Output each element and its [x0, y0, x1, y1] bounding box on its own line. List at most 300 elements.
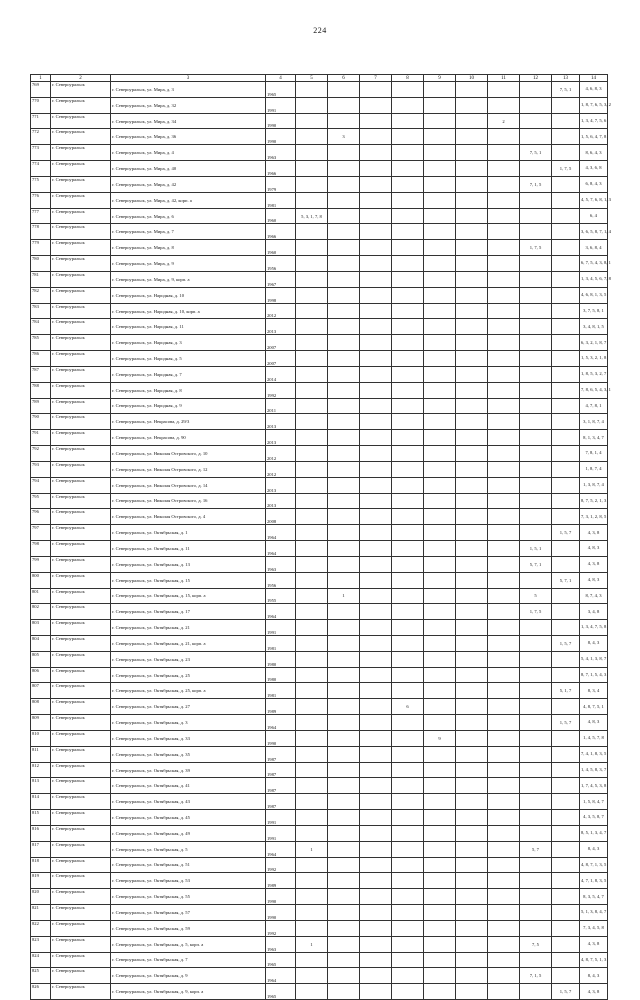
- col10-cell: [456, 509, 488, 525]
- table-row: [31, 351, 608, 367]
- col10-cell: [456, 366, 488, 382]
- address-cell: г. Североуральск, ул. Октябрьская, д. 49: [111, 825, 266, 841]
- col7-cell: [360, 256, 392, 272]
- col6-cell: [328, 556, 360, 572]
- locality-cell: г. Североуральск: [51, 952, 111, 968]
- address-cell: г. Североуральск, ул. Октябрьская, д. 11: [111, 541, 266, 557]
- col6-cell: [328, 905, 360, 921]
- col11-cell: [488, 683, 520, 699]
- col11-cell: [488, 224, 520, 240]
- col7-cell: [360, 192, 392, 208]
- locality-cell: г. Североуральск: [51, 382, 111, 398]
- year-cell: 1990: [266, 129, 296, 145]
- col6-cell: [328, 778, 360, 794]
- table-row: [31, 271, 608, 287]
- col7-cell: [360, 176, 392, 192]
- col5-cell: [296, 857, 328, 873]
- col5-cell: [296, 715, 328, 731]
- row-number: 785: [31, 335, 51, 351]
- col14-cell: 1, 3, 8, 7, 4: [580, 477, 608, 493]
- col5-cell: [296, 461, 328, 477]
- address-cell: г. Североуральск, ул. Николая Островского, д. 16: [111, 493, 266, 509]
- col6-cell: [328, 920, 360, 936]
- address-cell: г. Североуральск, ул. Мира, д. 3: [111, 82, 266, 98]
- col14-cell: 3, 7, 5, 8, 1: [580, 303, 608, 319]
- col7-cell: [360, 620, 392, 636]
- col10-cell: [456, 968, 488, 984]
- col7-cell: [360, 572, 392, 588]
- locality-cell: г. Североуральск: [51, 746, 111, 762]
- row-number: 790: [31, 414, 51, 430]
- locality-cell: г. Североуральск: [51, 161, 111, 177]
- col9-cell: [424, 398, 456, 414]
- col11-cell: [488, 730, 520, 746]
- col10-cell: [456, 192, 488, 208]
- row-number: 820: [31, 889, 51, 905]
- locality-cell: г. Североуральск: [51, 905, 111, 921]
- table-row: [31, 129, 608, 145]
- table-row: [31, 461, 608, 477]
- address-cell: г. Североуральск, ул. Октябрьская, д. 15: [111, 572, 266, 588]
- col10-cell: [456, 556, 488, 572]
- col11-cell: [488, 699, 520, 715]
- row-number: 796: [31, 509, 51, 525]
- col6-cell: [328, 794, 360, 810]
- row-number: 787: [31, 366, 51, 382]
- col9-cell: [424, 113, 456, 129]
- col12-cell: 1, 7, 5: [520, 604, 552, 620]
- locality-cell: г. Североуральск: [51, 572, 111, 588]
- year-cell: 2013: [266, 319, 296, 335]
- col13-cell: [552, 240, 580, 256]
- col11-cell: [488, 873, 520, 889]
- year-cell: 1987: [266, 762, 296, 778]
- row-number: 788: [31, 382, 51, 398]
- col5-cell: [296, 129, 328, 145]
- col14-cell: 4, 8, 3: [580, 715, 608, 731]
- year-cell: 1979: [266, 176, 296, 192]
- col8-cell: [392, 319, 424, 335]
- col5-cell: [296, 161, 328, 177]
- year-cell: 1964: [266, 968, 296, 984]
- col13-cell: [552, 699, 580, 715]
- col7-cell: [360, 841, 392, 857]
- locality-cell: г. Североуральск: [51, 841, 111, 857]
- table-row: [31, 366, 608, 382]
- locality-cell: г. Североуральск: [51, 446, 111, 462]
- col8-cell: [392, 335, 424, 351]
- col6-cell: [328, 857, 360, 873]
- year-cell: 1964: [266, 525, 296, 541]
- col9-cell: [424, 810, 456, 826]
- row-number: 825: [31, 968, 51, 984]
- address-cell: г. Североуральск, ул. Октябрьская, д. 57: [111, 905, 266, 921]
- col9-cell: [424, 145, 456, 161]
- row-number: 811: [31, 746, 51, 762]
- col9-cell: [424, 335, 456, 351]
- locality-cell: г. Североуральск: [51, 97, 111, 113]
- col7-cell: [360, 746, 392, 762]
- row-number: 821: [31, 905, 51, 921]
- col12-cell: [520, 984, 552, 1000]
- row-number: 819: [31, 873, 51, 889]
- col5-cell: [296, 382, 328, 398]
- year-cell: 1963: [266, 936, 296, 952]
- address-cell: г. Североуральск, ул. Народная, д. 3: [111, 335, 266, 351]
- col12-cell: [520, 683, 552, 699]
- col13-cell: [552, 398, 580, 414]
- col14-cell: 1, 8, 5, 3, 2, 7: [580, 366, 608, 382]
- col11-cell: [488, 857, 520, 873]
- col14-cell: 8, 7, 5, 2, 1, 3: [580, 493, 608, 509]
- locality-cell: г. Североуральск: [51, 810, 111, 826]
- col11-cell: [488, 414, 520, 430]
- year-cell: 1960: [266, 208, 296, 224]
- col12-cell: [520, 889, 552, 905]
- col5-cell: [296, 541, 328, 557]
- col8-cell: [392, 430, 424, 446]
- table-row: [31, 794, 608, 810]
- locality-cell: г. Североуральск: [51, 414, 111, 430]
- row-number: 782: [31, 287, 51, 303]
- year-cell: 1991: [266, 97, 296, 113]
- locality-cell: г. Североуральск: [51, 509, 111, 525]
- col5-cell: [296, 303, 328, 319]
- address-cell: г. Североуральск, ул. Некрасова, д. 90: [111, 430, 266, 446]
- row-number: 792: [31, 446, 51, 462]
- col13-cell: [552, 287, 580, 303]
- col7-cell: [360, 635, 392, 651]
- address-cell: г. Североуральск, ул. Октябрьская, д. 5: [111, 841, 266, 857]
- col10-cell: [456, 794, 488, 810]
- col6-cell: [328, 113, 360, 129]
- table-row: [31, 208, 608, 224]
- year-cell: 2007: [266, 335, 296, 351]
- col9-cell: [424, 857, 456, 873]
- locality-cell: г. Североуральск: [51, 604, 111, 620]
- col5-cell: [296, 762, 328, 778]
- col6-cell: [328, 889, 360, 905]
- col6-cell: [328, 699, 360, 715]
- col5-cell: [296, 446, 328, 462]
- locality-cell: г. Североуральск: [51, 635, 111, 651]
- address-cell: г. Североуральск, ул. Мира, д. 4: [111, 145, 266, 161]
- col11-cell: [488, 651, 520, 667]
- col8-cell: [392, 746, 424, 762]
- col6-cell: [328, 984, 360, 1000]
- col5-cell: [296, 398, 328, 414]
- table-row: [31, 303, 608, 319]
- col10-cell: [456, 319, 488, 335]
- address-cell: г. Североуральск, ул. Мира, д. 42: [111, 176, 266, 192]
- col10-cell: [456, 635, 488, 651]
- locality-cell: г. Североуральск: [51, 287, 111, 303]
- col13-cell: 1, 5, 7: [552, 635, 580, 651]
- col11-cell: [488, 351, 520, 367]
- col14-cell: 4, 6, 8, 1, 3, 5: [580, 287, 608, 303]
- col8-cell: [392, 952, 424, 968]
- col10-cell: [456, 335, 488, 351]
- col6-cell: [328, 873, 360, 889]
- year-cell: 1989: [266, 699, 296, 715]
- address-cell: г. Североуральск, ул. Мира, д. 32: [111, 97, 266, 113]
- address-cell: г. Североуральск, ул. Народная, д. 5: [111, 351, 266, 367]
- col13-cell: [552, 778, 580, 794]
- col8-cell: [392, 984, 424, 1000]
- col5-cell: [296, 920, 328, 936]
- col13-cell: [552, 857, 580, 873]
- address-cell: г. Североуральск, ул. Октябрьская, д. 39: [111, 762, 266, 778]
- col11-cell: [488, 588, 520, 604]
- table-row: [31, 810, 608, 826]
- year-cell: 2013: [266, 414, 296, 430]
- table-row: [31, 176, 608, 192]
- col7-cell: [360, 556, 392, 572]
- col11-cell: [488, 398, 520, 414]
- row-number: 771: [31, 113, 51, 129]
- col8-cell: [392, 620, 424, 636]
- col7-cell: [360, 825, 392, 841]
- col9-cell: [424, 699, 456, 715]
- col10-cell: [456, 287, 488, 303]
- row-number: 770: [31, 97, 51, 113]
- locality-cell: г. Североуральск: [51, 145, 111, 161]
- col10-cell: [456, 161, 488, 177]
- col14-cell: 8, 4, 3: [580, 968, 608, 984]
- col9-cell: [424, 715, 456, 731]
- col14-cell: 6, 7, 5, 4, 3, 8, 1: [580, 256, 608, 272]
- locality-cell: г. Североуральск: [51, 208, 111, 224]
- col12-cell: [520, 762, 552, 778]
- col8-cell: [392, 857, 424, 873]
- locality-cell: г. Североуральск: [51, 240, 111, 256]
- year-cell: 1991: [266, 825, 296, 841]
- col6-cell: [328, 746, 360, 762]
- col11-cell: [488, 541, 520, 557]
- year-cell: 1965: [266, 984, 296, 1000]
- year-cell: 1989: [266, 873, 296, 889]
- year-cell: 1964: [266, 604, 296, 620]
- row-number: 775: [31, 176, 51, 192]
- col11-cell: [488, 192, 520, 208]
- col10-cell: [456, 746, 488, 762]
- col7-cell: [360, 952, 392, 968]
- col7-cell: [360, 303, 392, 319]
- col7-cell: [360, 762, 392, 778]
- col6-cell: [328, 208, 360, 224]
- col10-cell: [456, 572, 488, 588]
- year-cell: 1967: [266, 271, 296, 287]
- col13-cell: [552, 414, 580, 430]
- address-cell: г. Североуральск, ул. Октябрьская, д. 7: [111, 952, 266, 968]
- col8-cell: [392, 271, 424, 287]
- table-row: [31, 920, 608, 936]
- col11-cell: [488, 319, 520, 335]
- table-row: [31, 635, 608, 651]
- col8-cell: [392, 161, 424, 177]
- col5-cell: [296, 192, 328, 208]
- col8-cell: [392, 303, 424, 319]
- col8-cell: [392, 509, 424, 525]
- col6-cell: [328, 493, 360, 509]
- row-number: 797: [31, 525, 51, 541]
- row-number: 806: [31, 667, 51, 683]
- col10-cell: [456, 113, 488, 129]
- col11-cell: [488, 920, 520, 936]
- col6-cell: [328, 303, 360, 319]
- col12-cell: [520, 398, 552, 414]
- year-cell: 2007: [266, 351, 296, 367]
- col13-cell: [552, 335, 580, 351]
- col5-cell: [296, 968, 328, 984]
- col5-cell: 1: [296, 841, 328, 857]
- col14-cell: 1, 3, 4, 5, 6, 7, 8: [580, 271, 608, 287]
- year-cell: 1963: [266, 556, 296, 572]
- col8-cell: [392, 176, 424, 192]
- col7-cell: [360, 984, 392, 1000]
- col7-cell: [360, 588, 392, 604]
- locality-cell: г. Североуральск: [51, 825, 111, 841]
- col12-cell: [520, 319, 552, 335]
- col13-cell: [552, 920, 580, 936]
- col9-cell: [424, 984, 456, 1000]
- row-number: 814: [31, 794, 51, 810]
- year-cell: 2014: [266, 366, 296, 382]
- table-row: [31, 984, 608, 1000]
- col13-cell: [552, 889, 580, 905]
- address-cell: г. Североуральск, ул. Мира, д. 9, корп. а: [111, 271, 266, 287]
- col12-cell: [520, 351, 552, 367]
- year-cell: 1956: [266, 572, 296, 588]
- row-number: 823: [31, 936, 51, 952]
- address-cell: г. Североуральск, ул. Октябрьская, д. 9, корп. а: [111, 984, 266, 1000]
- col14-cell: 7, 3, 4, 5, 8: [580, 920, 608, 936]
- address-cell: г. Североуральск, ул. Октябрьская, д. 13: [111, 556, 266, 572]
- col8-cell: 6: [392, 699, 424, 715]
- col8-cell: [392, 905, 424, 921]
- address-cell: г. Североуральск, ул. Октябрьская, д. 55: [111, 889, 266, 905]
- col7-cell: [360, 414, 392, 430]
- col10-cell: [456, 97, 488, 113]
- locality-cell: г. Североуральск: [51, 176, 111, 192]
- address-cell: г. Североуральск, ул. Мира, д. 9: [111, 256, 266, 272]
- col10-cell: [456, 446, 488, 462]
- address-cell: г. Североуральск, ул. Мира, д. 36: [111, 129, 266, 145]
- col8-cell: [392, 588, 424, 604]
- address-cell: г. Североуральск, ул. Николая Островского, д. 12: [111, 461, 266, 477]
- col10-cell: [456, 414, 488, 430]
- col11-cell: [488, 335, 520, 351]
- col11-cell: [488, 161, 520, 177]
- address-cell: г. Североуральск, ул. Мира, д. 40: [111, 161, 266, 177]
- col9-cell: [424, 541, 456, 557]
- col10-cell: [456, 477, 488, 493]
- register-table: [30, 74, 611, 1000]
- address-cell: г. Североуральск, ул. Народная, д. 10, корп. а: [111, 303, 266, 319]
- col8-cell: [392, 477, 424, 493]
- col13-cell: [552, 825, 580, 841]
- year-cell: 1980: [266, 667, 296, 683]
- col6-cell: [328, 176, 360, 192]
- col14-cell: 5, 4, 1, 3, 8, 7: [580, 651, 608, 667]
- row-number: 822: [31, 920, 51, 936]
- col8-cell: [392, 192, 424, 208]
- col13-cell: [552, 746, 580, 762]
- col13-cell: [552, 556, 580, 572]
- col14-cell: 4, 5, 7, 6, 8, 1, 3: [580, 192, 608, 208]
- table-row: [31, 541, 608, 557]
- col14-cell: 4, 8, 3: [580, 541, 608, 557]
- col10-cell: [456, 936, 488, 952]
- locality-cell: г. Североуральск: [51, 936, 111, 952]
- col10-cell: [456, 762, 488, 778]
- table-row: [31, 82, 608, 98]
- row-number: 780: [31, 256, 51, 272]
- col5-cell: [296, 810, 328, 826]
- table-row: [31, 857, 608, 873]
- locality-cell: г. Североуральск: [51, 588, 111, 604]
- col13-cell: [552, 319, 580, 335]
- col10-cell: [456, 351, 488, 367]
- col5-cell: [296, 889, 328, 905]
- col11-cell: [488, 841, 520, 857]
- col6-cell: [328, 82, 360, 98]
- col14-cell: 8, 3, 4: [580, 683, 608, 699]
- col7-cell: [360, 778, 392, 794]
- col6-cell: [328, 256, 360, 272]
- col7-cell: [360, 82, 392, 98]
- col11-cell: [488, 366, 520, 382]
- col14-cell: 6, 3, 2, 1, 8, 7: [580, 335, 608, 351]
- col11-cell: 2: [488, 113, 520, 129]
- col12-cell: [520, 224, 552, 240]
- col7-cell: [360, 208, 392, 224]
- col13-cell: [552, 541, 580, 557]
- col5-cell: [296, 335, 328, 351]
- col7-cell: [360, 525, 392, 541]
- column-number: 12: [520, 75, 552, 82]
- col13-cell: 1, 5, 7: [552, 525, 580, 541]
- col9-cell: [424, 525, 456, 541]
- col6-cell: [328, 271, 360, 287]
- col6-cell: [328, 715, 360, 731]
- col8-cell: [392, 398, 424, 414]
- col10-cell: [456, 889, 488, 905]
- row-number: 793: [31, 461, 51, 477]
- col5-cell: [296, 477, 328, 493]
- col9-cell: [424, 287, 456, 303]
- col12-cell: [520, 746, 552, 762]
- col10-cell: [456, 525, 488, 541]
- column-number: 8: [392, 75, 424, 82]
- address-cell: г. Североуральск, ул. Октябрьская, д. 35: [111, 746, 266, 762]
- col9-cell: [424, 477, 456, 493]
- col8-cell: [392, 82, 424, 98]
- col6-cell: [328, 541, 360, 557]
- locality-cell: г. Североуральск: [51, 715, 111, 731]
- col13-cell: [552, 493, 580, 509]
- col9-cell: 9: [424, 730, 456, 746]
- col6-cell: [328, 968, 360, 984]
- year-cell: 1998: [266, 287, 296, 303]
- col6-cell: [328, 446, 360, 462]
- address-cell: г. Североуральск, ул. Октябрьская, д. 27: [111, 699, 266, 715]
- col6-cell: 3: [328, 129, 360, 145]
- column-number: 4: [266, 75, 296, 82]
- table-row: [31, 145, 608, 161]
- table-row: [31, 667, 608, 683]
- col14-cell: 1, 5, 3, 2, 1, 8: [580, 351, 608, 367]
